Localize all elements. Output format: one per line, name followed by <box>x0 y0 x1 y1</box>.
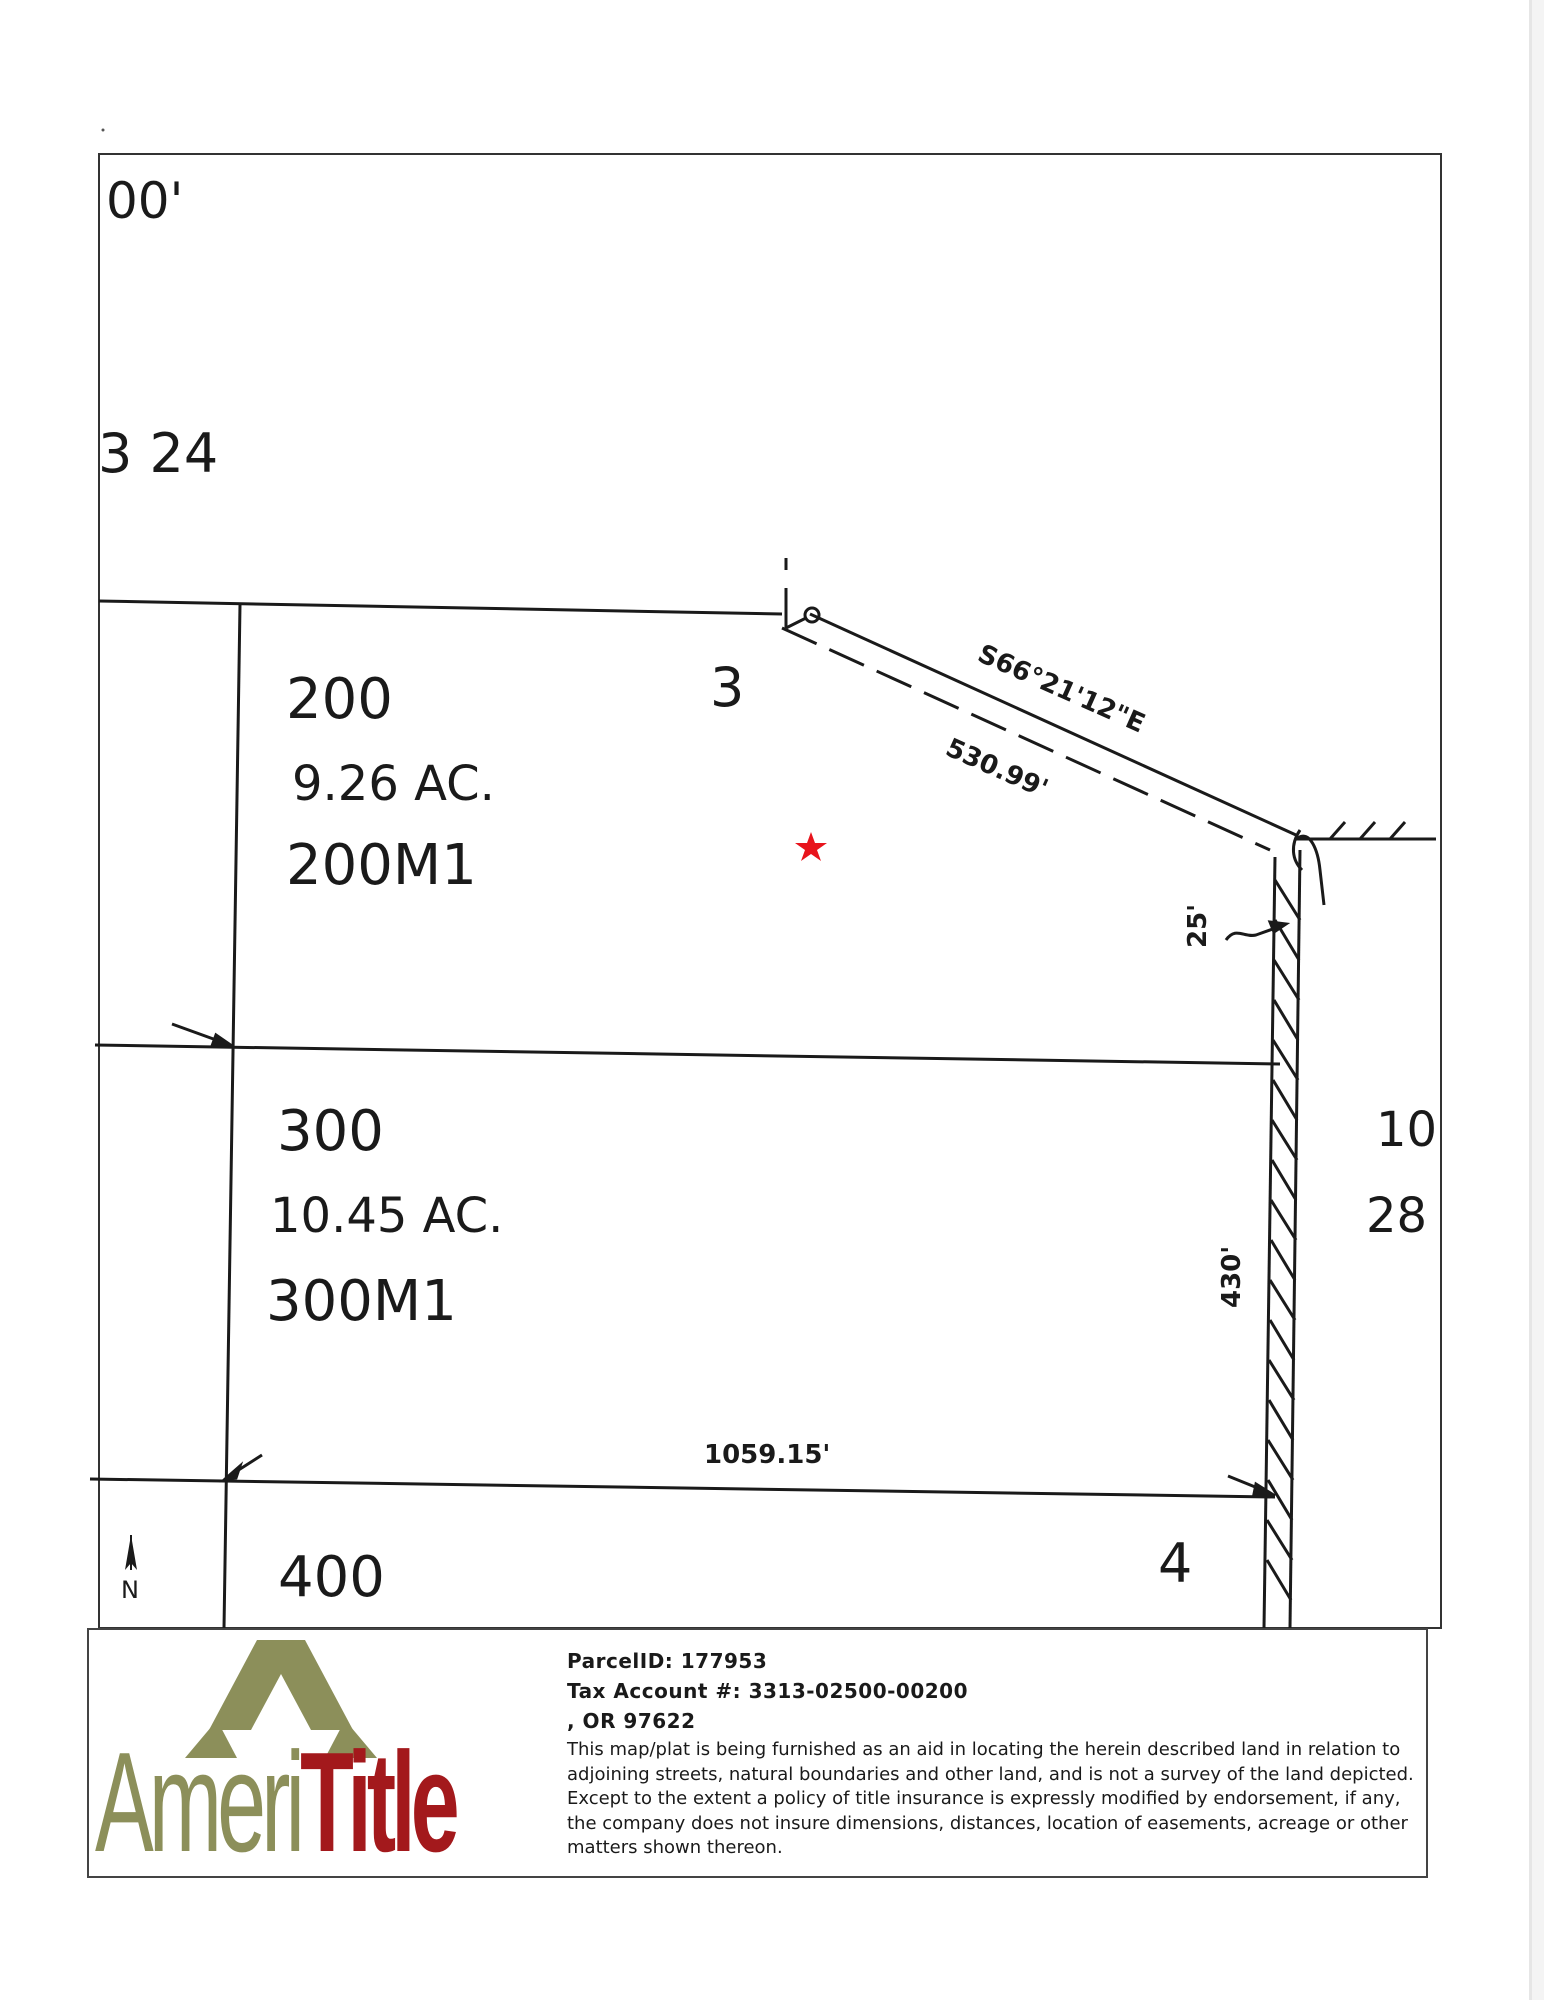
scan-speck <box>102 129 105 132</box>
logo-text-ameri: Ameri <box>95 1723 301 1882</box>
disclaimer-text: This map/plat is being furnished as an aid in locating the herein described land in relation to adjoining streets, natural boundaries and other land, and is not a survey of the land depicted. Except to the extent a policy of title insurance is expressly modified by endorsement, if any, the company does not insure dimensions, distances, location of easements, acreage or other matters shown thereon. <box>567 1739 1414 1858</box>
edge-label-upper-left: 3 24 <box>98 422 219 485</box>
footer-panel <box>87 1628 1428 1882</box>
parcel-200-code: 200M1 <box>286 833 477 898</box>
boundary-200-300 <box>95 1045 1280 1064</box>
edge-label-top-left: 00' <box>106 172 184 230</box>
north-arrow-icon <box>125 1535 137 1570</box>
logo-text-title: Title <box>300 1723 455 1882</box>
parcel-200-acreage: 9.26 AC. <box>292 756 495 812</box>
north-arrow-label: N <box>121 1576 139 1604</box>
bottom-length-label: 1059.15' <box>704 1440 831 1470</box>
ameritite-logo <box>89 1640 569 1882</box>
parcel-id: ParcelID: 177953 <box>567 1649 768 1673</box>
edge-label-right-top: 10 <box>1376 1102 1438 1158</box>
lot-label-3: 3 <box>710 656 745 719</box>
bearing-label: S66°21'12"E <box>973 638 1150 740</box>
corner-marks <box>786 558 1324 905</box>
boundary-north-200 <box>99 601 782 614</box>
diagonal-length-label: 530.99' <box>941 732 1053 805</box>
location-line: , OR 97622 <box>567 1709 696 1733</box>
parcel-300-id: 300 <box>277 1099 384 1164</box>
boundary-diagonal <box>810 614 1296 835</box>
east-length-label: 430' <box>1217 1245 1247 1308</box>
parcel-300-code: 300M1 <box>266 1269 457 1334</box>
parcel-300-acreage: 10.45 AC. <box>270 1188 504 1244</box>
lot-label-4: 4 <box>1158 1532 1193 1595</box>
parcel-200-id: 200 <box>286 667 393 732</box>
easement-width-label: 25' <box>1183 903 1213 948</box>
parcel-info <box>567 1646 1417 1861</box>
subject-star-icon <box>795 832 827 861</box>
edge-label-right-bottom: 28 <box>1366 1188 1428 1244</box>
logo-wordmark <box>95 1723 455 1882</box>
parcel-400-id: 400 <box>278 1545 385 1610</box>
boundary-300-400 <box>90 1479 1275 1497</box>
tax-account: Tax Account #: 3313-02500-00200 <box>567 1679 968 1703</box>
